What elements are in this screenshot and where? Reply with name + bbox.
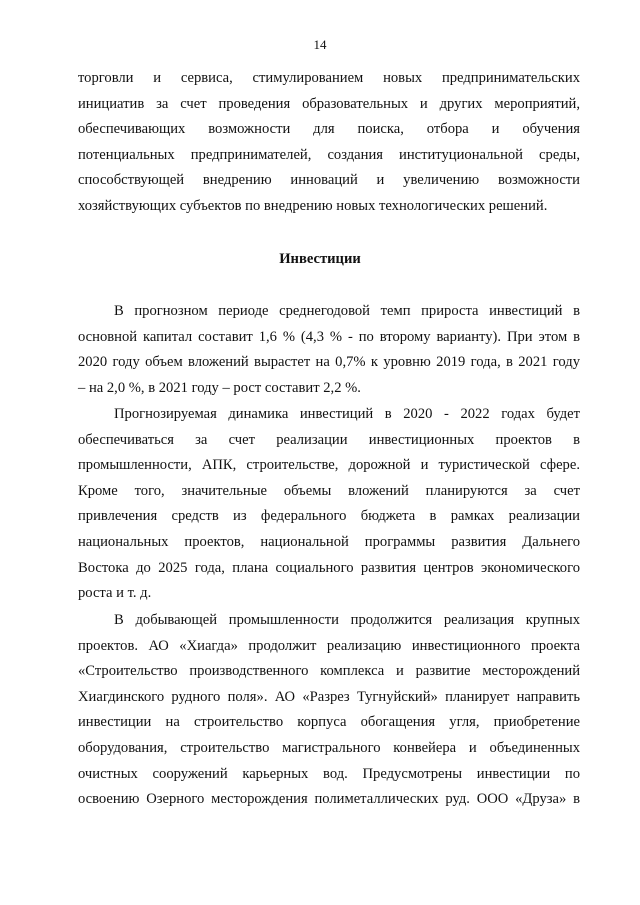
investment-growth-paragraph bbox=[78, 299, 580, 401]
paragraph-line: освоению Озерного месторождения полиметаллических руд. ООО «Друза» в bbox=[78, 791, 580, 808]
paragraph-line: Хиагдинского рудного поля». АО «Разрез Тугнуйский» планирует направить bbox=[78, 688, 580, 705]
paragraph-line: – на 2,0 %, в 2021 году – рост составит 2,2 %. bbox=[78, 379, 361, 396]
paragraph-line: очистных сооружений карьерных вод. Предусмотрены инвестиции по bbox=[78, 765, 580, 782]
paragraph-line: обеспечивающих возможности для поиска, отбора и обучения bbox=[78, 121, 580, 138]
paragraph-line: инвестиции на строительство корпуса обогащения угля, приобретение bbox=[78, 714, 580, 731]
paragraph-line: «Строительство производственного комплекса и развитие месторождений bbox=[78, 663, 580, 680]
paragraph-line: 2020 году объем вложений вырастет на 0,7% к уровню 2019 года, в 2021 году bbox=[78, 354, 580, 371]
investment-dynamics-paragraph bbox=[78, 402, 580, 607]
paragraph-line: хозяйствующих субъектов по внедрению новых технологических решений. bbox=[78, 197, 548, 214]
paragraph-line: Кроме того, значительные объемы вложений планируются за счет bbox=[78, 482, 580, 499]
paragraph-line: торговли и сервиса, стимулированием новых предпринимательских bbox=[78, 70, 580, 86]
page-number: 14 bbox=[313, 37, 327, 52]
paragraph-line: основной капитал составит 1,6 % (4,3 % - по второму варианту). При этом в bbox=[78, 328, 580, 345]
paragraph-line: В добывающей промышленности продолжится реализация крупных bbox=[114, 612, 580, 628]
paragraph-line: проектов. АО «Хиагда» продолжит реализацию инвестиционного проекта bbox=[78, 637, 580, 654]
paragraph-line: инициатив за счет проведения образовательных и других мероприятий, bbox=[78, 95, 580, 112]
mining-industry-paragraph bbox=[78, 608, 580, 813]
section-title: Инвестиции bbox=[279, 251, 361, 267]
paragraph-line: роста и т. д. bbox=[78, 585, 152, 602]
paragraph-line: обеспечиваться за счет реализации инвестиционных проектов в bbox=[78, 431, 580, 448]
paragraph-line: промышленности, АПК, строительстве, дорожной и туристической сфере. bbox=[78, 457, 580, 474]
intro-paragraph bbox=[78, 66, 580, 220]
paragraph-line: национальных проектов, национальной программы развития Дальнего bbox=[78, 533, 580, 550]
paragraph-line: В прогнозном периоде среднегодовой темп прироста инвестиций в bbox=[114, 303, 580, 319]
paragraph-line: оборудования, строительство магистрального конвейера и объединенных bbox=[78, 739, 580, 756]
paragraph-line: способствующей внедрению инноваций и увеличению возможности bbox=[78, 172, 580, 189]
paragraph-line: Востока до 2025 года, плана социального развития центров экономического bbox=[78, 559, 580, 576]
paragraph-line: Прогнозируемая динамика инвестиций в 2020 - 2022 годах будет bbox=[114, 406, 580, 422]
paragraph-line: привлечения средств из федерального бюджета в рамках реализации bbox=[78, 508, 580, 525]
paragraph-line: потенциальных предпринимателей, создания институциональной среды, bbox=[78, 146, 580, 163]
